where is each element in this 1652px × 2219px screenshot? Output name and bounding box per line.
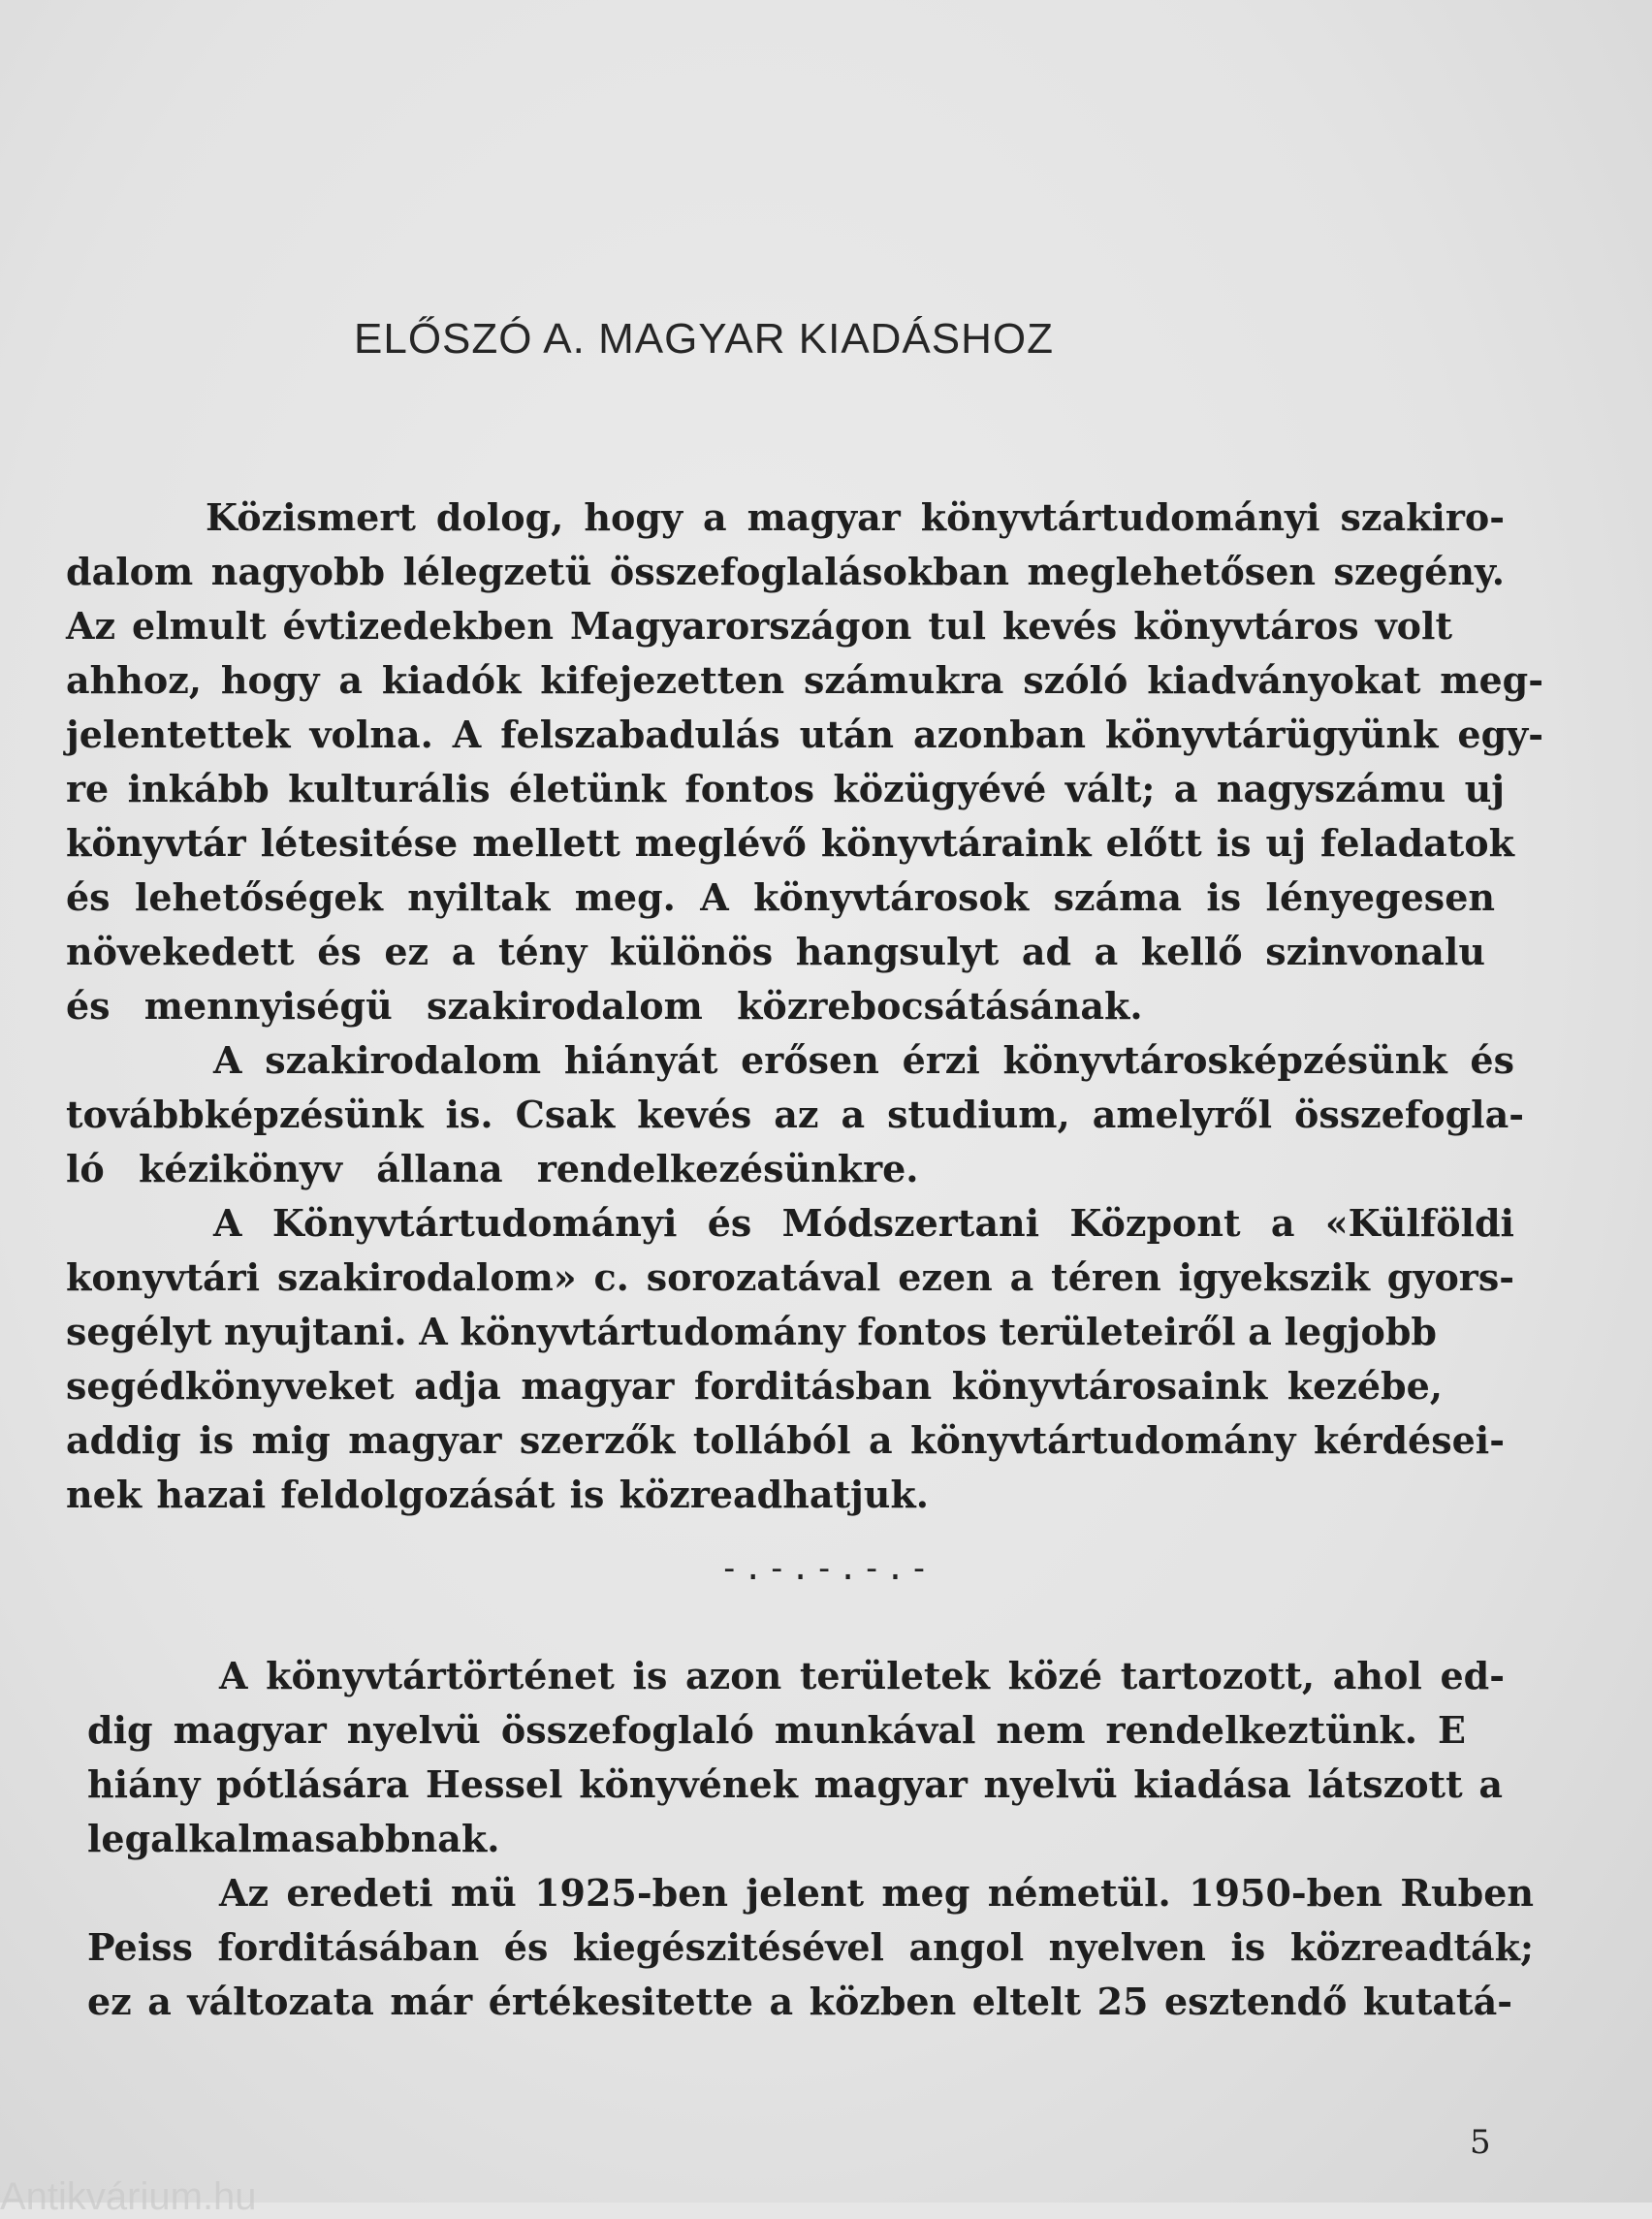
text-line: A Könyvtártudományi és Módszertani Központ a «Külföldi — [213, 1201, 1514, 1245]
text-line: segédkönyveket adja magyar forditásban könyvtárosaink kezébe, — [66, 1364, 1443, 1408]
text-line: és lehetőségek nyiltak meg. A könyvtárosok száma is lényegesen — [66, 875, 1495, 919]
text-line: konyvtári szakirodalom» c. sorozatával ezen a téren igyekszik gyors- — [66, 1255, 1514, 1299]
text-line: Az elmult évtizedekben Magyarországon tul kevés könyvtáros volt — [66, 604, 1452, 648]
section-separator: -.-.-.-.- — [719, 1549, 934, 1588]
text-line: addig is mig magyar szerzők tollából a könyvtártudomány kérdései- — [66, 1418, 1505, 1462]
text-line: segélyt nyujtani. A könyvtártudomány fontos területeiről a legjobb — [66, 1310, 1437, 1353]
text-line: növekedett és ez a tény különös hangsulyt ad a kellő szinvonalu — [66, 930, 1485, 973]
text-line: ahhoz, hogy a kiadók kifejezetten számukra szóló kiadványokat meg- — [66, 658, 1543, 702]
text-line: nek hazai feldolgozását is közreadhatjuk. — [66, 1473, 929, 1516]
text-line: Közismert dolog, hogy a magyar könyvtártudományi szakiro- — [206, 495, 1505, 539]
text-line: hiány pótlására Hessel könyvének magyar nyelvü kiadása látszott a — [87, 1762, 1503, 1806]
text-line: Peiss forditásában és kiegészitésével angol nyelven is közreadták; — [87, 1925, 1534, 1969]
text-line: jelentettek volna. A felszabadulás után azonban könyvtárügyünk egy- — [66, 713, 1543, 756]
text-line: könyvtár létesitése mellett meglévő könyvtáraink előtt is uj feladatok — [66, 821, 1514, 865]
page-title: ELŐSZÓ A. MAGYAR KIADÁSHOZ — [354, 315, 1055, 363]
text-line: A szakirodalom hiányát erősen érzi könyvtárosképzésünk és — [213, 1038, 1514, 1082]
text-line: re inkább kulturális életünk fontos közügyévé vált; a nagyszámu uj — [66, 767, 1505, 810]
text-line: dalom nagyobb lélegzetü összefoglalásokban meglehetősen szegény. — [66, 550, 1505, 593]
text-line: és mennyiségü szakirodalom közrebocsátásának. — [66, 984, 1143, 1028]
text-line: A könyvtártörténet is azon területek közé tartozott, ahol ed- — [219, 1654, 1505, 1697]
page-number: 5 — [1470, 2123, 1491, 2162]
text-line: ez a változata már értékesitette a közben eltelt 25 esztendő kutatá- — [87, 1980, 1512, 2023]
text-line: legalkalmasabbnak. — [87, 1817, 500, 1860]
text-line: ló kézikönyv állana rendelkezésünkre. — [66, 1147, 919, 1190]
text-line: Az eredeti mü 1925-ben jelent meg németül. 1950-ben Ruben — [219, 1871, 1534, 1915]
text-line: dig magyar nyelvü összefoglaló munkával nem rendelkeztünk. E — [87, 1708, 1466, 1752]
watermark: Antikvárium.hu — [0, 2175, 257, 2218]
text-line: továbbképzésünk is. Csak kevés az a studium, amelyről összefogla- — [66, 1093, 1524, 1136]
